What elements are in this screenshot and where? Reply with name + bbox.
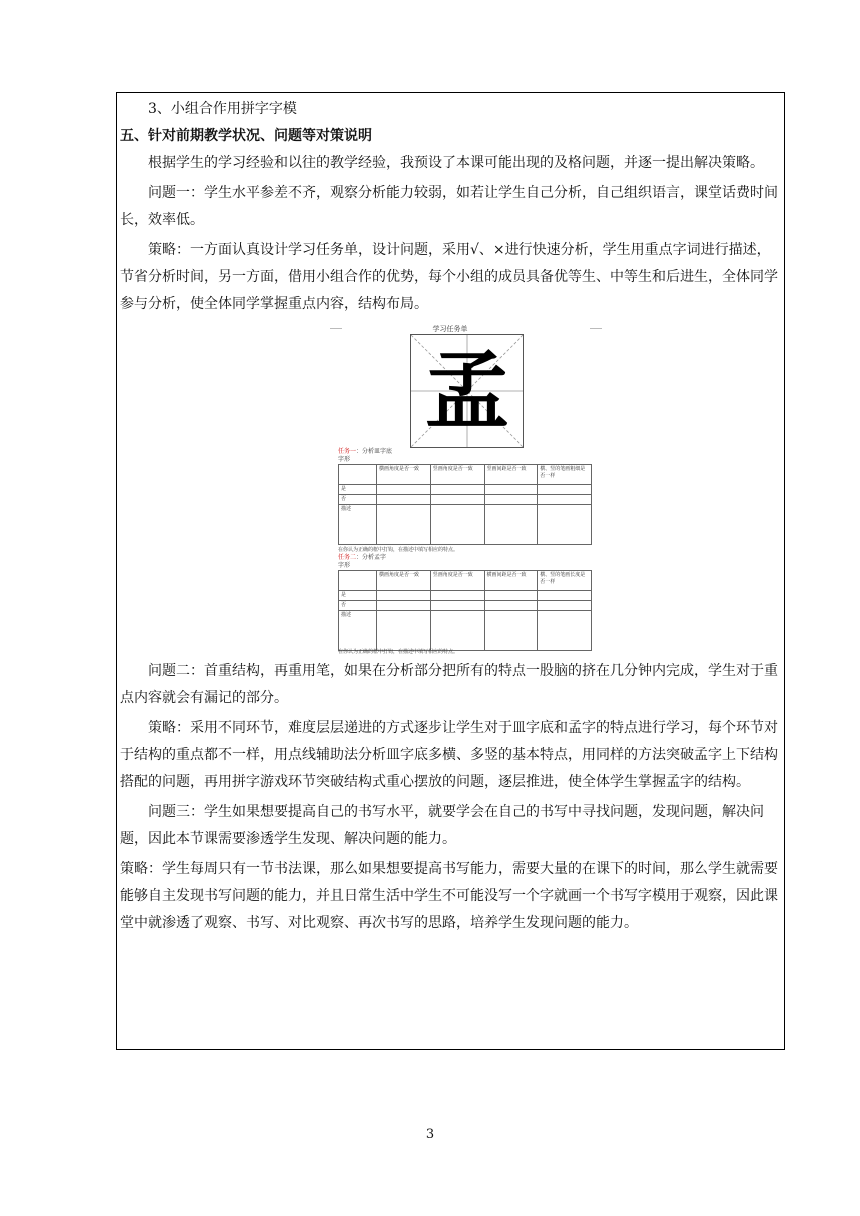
row-label: 否: [339, 601, 377, 611]
table-header: 横画角度是否一致: [377, 465, 431, 485]
document-body: [120, 96, 780, 937]
problem-3: 问题三：学生如果想要提高自己的书写水平，就要学会在自己的书写中寻找问题，发现问题，解决问题，因此本节课需要渗透学生发现、解决问题的能力。: [120, 804, 764, 847]
task2-label: [338, 554, 386, 570]
table-header: 竖画间距是否一致: [484, 465, 538, 485]
table-header: 横画角度是否一致: [377, 571, 431, 591]
task2-sub: 字形: [338, 562, 351, 569]
task1-note: 在你认为正确的框中打钩，在描述中填写相应的特点。: [338, 547, 459, 553]
problem-1: 问题一：学生水平参差不齐，观察分析能力较弱，如若让学生自己分析，自己组织语言，课堂话费时间长，效率低。: [120, 185, 778, 228]
list-item-3: 3、小组合作用拼字字模: [148, 101, 297, 117]
task1-table: [338, 464, 592, 545]
task2-rest: ：分析孟字: [356, 554, 387, 561]
row-label: 否: [339, 495, 377, 505]
row-label: 描述: [339, 611, 377, 651]
calligraphy-character: 孟: [424, 341, 509, 440]
task1-label: [338, 448, 392, 464]
table-header: 横、竖的笔画粗细是否一样: [538, 465, 592, 485]
section-heading: 五、针对前期教学状况、问题等对策说明: [120, 128, 372, 144]
task1-prefix: 任务一: [338, 448, 357, 455]
character-grid: [410, 334, 524, 448]
table-cell: [339, 465, 377, 485]
task2-prefix: 任务二: [338, 554, 357, 561]
task2-table: [338, 570, 592, 651]
table-header: 竖画角度是否一致: [430, 465, 484, 485]
row-label: 是: [339, 591, 377, 601]
table-cell: [339, 571, 377, 591]
row-label: 描述: [339, 505, 377, 545]
figure-title: 学习任务单: [432, 325, 468, 333]
strategy-1: 策略：一方面认真设计学习任务单，设计问题，采用√、×进行快速分析，学生用重点字词进行描述，节省分析时间，另一方面，借用小组合作的优势，每个小组的成员具备优等生、中等生和后进生，全体同学参与分析，使全体同学掌握重点内容，结构布局。: [120, 242, 778, 312]
row-label: 是: [339, 485, 377, 495]
table-header: 竖画角度是否一致: [430, 571, 484, 591]
strategy-3: 策略：学生每周只有一节书法课，那么如果想要提高书写能力，需要大量的在课下的时间，那么学生就需要能够自主发现书写问题的能力，并且日常生活中学生不可能没写一个字就画一个书写字模用于观察，因此课堂中就渗透了观察、书写、对比观察、再次书写的思路，培养学生发现问题的能力。: [120, 861, 778, 931]
task1-sub: 字形: [338, 456, 351, 463]
task2-note: 在你认为正确的框中打钩，在描述中填写相应的特点。: [338, 649, 459, 655]
page-number: 3: [425, 1127, 435, 1142]
intro-paragraph: 根据学生的学习经验和以往的教学经验，我预设了本课可能出现的及格问题，并逐一提出解决策略。: [148, 155, 764, 171]
task1-rest: ：分析皿字底: [356, 448, 393, 455]
table-header: 横、竖的笔画长度是否一样: [538, 571, 592, 591]
problem-2: 问题二：首重结构，再重用笔，如果在分析部分把所有的特点一股脑的挤在几分钟内完成，学生对于重点内容就会有漏记的部分。: [120, 663, 778, 706]
strategy-2: 策略：采用不同环节，难度层层递进的方式逐步让学生对于皿字底和孟字的特点进行学习，每个环节对于结构的重点都不一样，用点线辅助法分析皿字底多横、多竖的基本特点，用同样的方法突破孟字上下结构搭配的问题，再用拼字游戏环节突破结构式重心摆放的问题，逐层推进，使全体学生掌握孟字的结构。: [120, 720, 778, 790]
table-header: 横画间距是否一致: [484, 571, 538, 591]
task-sheet-figure: [120, 324, 780, 654]
